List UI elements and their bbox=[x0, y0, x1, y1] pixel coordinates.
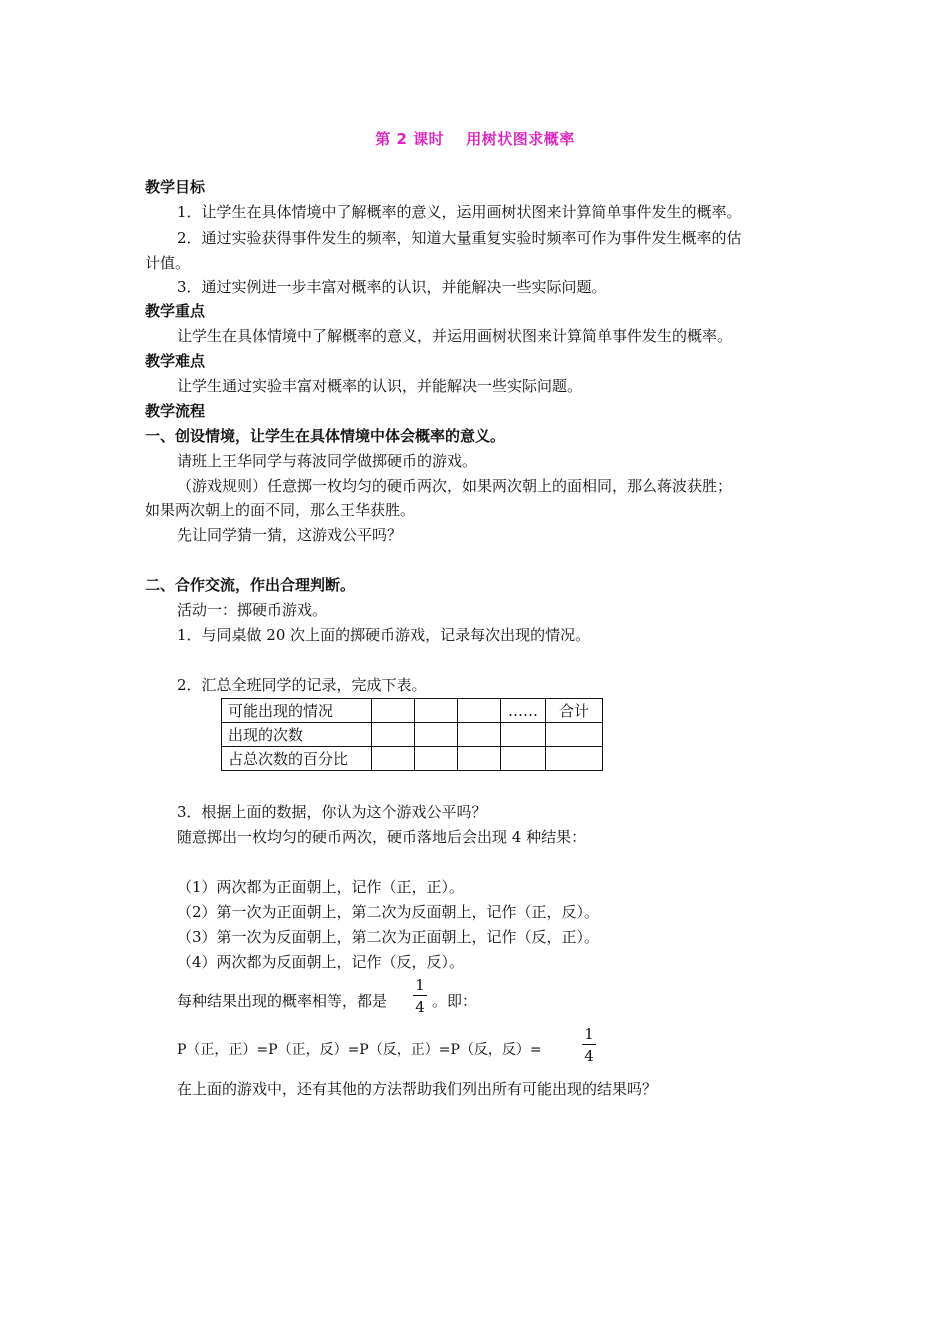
table-cell bbox=[372, 723, 415, 747]
table-cell: 合计 bbox=[546, 699, 603, 723]
probability-formula: P（正，正）=P（正，反）=P（反，正）=P（反，反）= bbox=[177, 1042, 542, 1058]
table-cell: …… bbox=[501, 699, 546, 723]
table-cell bbox=[501, 723, 546, 747]
lesson-topic: 用树状图求概率 bbox=[466, 130, 575, 148]
activity-one: 活动一：掷硬币游戏。 bbox=[177, 601, 328, 619]
table-cell bbox=[458, 723, 501, 747]
equal-prob-suffix: 。即： bbox=[432, 992, 478, 1010]
outcome-4: （4）两次都为反面朝上，记作（反，反）。 bbox=[177, 953, 465, 971]
outcome-3: （3）第一次为反面朝上，第二次为正面朝上，记作（反，正）。 bbox=[177, 928, 600, 946]
table-cell bbox=[372, 747, 415, 771]
objective-1: 1．让学生在具体情境中了解概率的意义，运用画树状图来计算简单事件发生的概率。 bbox=[177, 203, 742, 221]
quarter-fraction-formula bbox=[582, 1025, 596, 1065]
lesson-title bbox=[0, 128, 950, 149]
table-cell bbox=[415, 699, 458, 723]
step-3: 3．根据上面的数据，你认为这个游戏公平吗？ bbox=[177, 803, 487, 821]
outcome-2: （2）第一次为正面朝上，第二次为反面朝上，记作（正，反）。 bbox=[177, 903, 600, 921]
table-cell: 占总次数的百分比 bbox=[222, 747, 372, 771]
equal-prob-text: 每种结果出现的概率相等，都是 bbox=[177, 992, 388, 1010]
table-cell bbox=[415, 747, 458, 771]
table-cell: 出现的次数 bbox=[222, 723, 372, 747]
objectives-heading: 教学目标 bbox=[145, 178, 206, 196]
key-points-text: 让学生在具体情境中了解概率的意义，并运用画树状图来计算简单事件发生的概率。 bbox=[177, 327, 733, 345]
fraction-numerator: 1 bbox=[415, 976, 425, 994]
outcomes-intro: 随意掷出一枚均匀的硬币两次，硬币落地后会出现 4 种结果： bbox=[177, 828, 587, 846]
outcome-1: （1）两次都为正面朝上，记作（正，正）。 bbox=[177, 878, 465, 896]
section2-heading: 二、合作交流，作出合理判断。 bbox=[145, 576, 356, 594]
lesson-number: 第 2 课时 bbox=[375, 130, 445, 148]
process-heading: 教学流程 bbox=[145, 402, 206, 420]
table-row bbox=[222, 723, 603, 747]
table-row bbox=[222, 699, 603, 723]
table-cell bbox=[372, 699, 415, 723]
table-cell bbox=[458, 699, 501, 723]
section1-heading: 一、创设情境，让学生在具体情境中体会概率的意义。 bbox=[145, 427, 506, 445]
fraction-denominator: 4 bbox=[415, 998, 425, 1016]
difficulties-heading: 教学难点 bbox=[145, 352, 206, 370]
section1-p3: 先让同学猜一猜，这游戏公平吗？ bbox=[177, 526, 403, 544]
table-cell: 可能出现的情况 bbox=[222, 699, 372, 723]
difficulties-text: 让学生通过实验丰富对概率的认识，并能解决一些实际问题。 bbox=[177, 377, 583, 395]
fraction-numerator: 1 bbox=[584, 1025, 594, 1043]
key-points-heading: 教学重点 bbox=[145, 302, 206, 320]
section1-p1: 请班上王华同学与蒋波同学做掷硬币的游戏。 bbox=[177, 452, 478, 470]
table-row bbox=[222, 747, 603, 771]
objective-3: 3．通过实例进一步丰富对概率的认识，并能解决一些实际问题。 bbox=[177, 278, 607, 296]
table-cell bbox=[415, 723, 458, 747]
table-cell bbox=[501, 747, 546, 771]
section1-rules-line1: （游戏规则）任意掷一枚均匀的硬币两次，如果两次朝上的面相同，那么蒋波获胜； bbox=[177, 477, 733, 495]
table-cell bbox=[458, 747, 501, 771]
quarter-fraction-inline bbox=[413, 976, 427, 1016]
objective-2-line1: 2．通过实验获得事件发生的频率，知道大量重复实验时频率可作为事件发生概率的估 bbox=[177, 229, 742, 247]
fraction-denominator: 4 bbox=[584, 1047, 594, 1065]
record-table bbox=[221, 698, 603, 771]
table-cell bbox=[546, 747, 603, 771]
section1-rules-line2: 如果两次朝上的面不同，那么王华获胜。 bbox=[145, 501, 416, 519]
table-cell bbox=[546, 723, 603, 747]
closing-question: 在上面的游戏中，还有其他的方法帮助我们列出所有可能出现的结果吗？ bbox=[177, 1080, 658, 1098]
objective-2-line2: 计值。 bbox=[145, 254, 191, 272]
step-2: 2．汇总全班同学的记录，完成下表。 bbox=[177, 676, 427, 694]
step-1: 1．与同桌做 20 次上面的掷硬币游戏，记录每次出现的情况。 bbox=[177, 626, 591, 644]
